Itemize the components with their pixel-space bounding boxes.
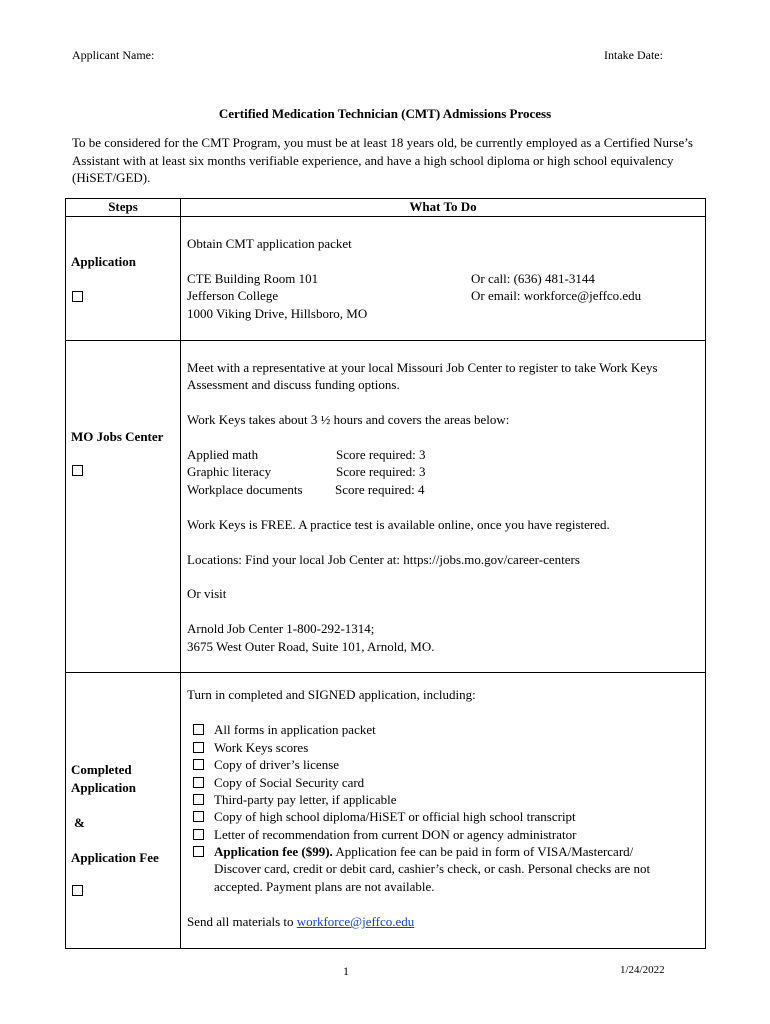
fee-bold-label: Application fee ($99). bbox=[214, 844, 333, 859]
call-number: Or call: (636) 481-3144 bbox=[471, 271, 595, 286]
checklist-item-label: Work Keys scores bbox=[214, 740, 309, 755]
area-name-2: Graphic literacy bbox=[187, 464, 272, 479]
intro-paragraph: To be considered for the CMT Program, you must be at least 18 years old, be currently employed as a Certified Nurse’s Assistant with at least six months verifiable experience, and have a high school diploma or high school equivalency (HiSET/GED). bbox=[72, 135, 693, 185]
checklist-item-label: Third-party pay letter, if applicable bbox=[214, 792, 397, 807]
intake-date-label: Intake Date: bbox=[604, 48, 663, 62]
checkbox-icon bbox=[193, 724, 204, 735]
checklist-item-label: Copy of driver’s license bbox=[214, 757, 340, 772]
footer-date: 1/24/2022 bbox=[620, 964, 665, 976]
area-name-1: Applied math bbox=[187, 447, 259, 462]
application-step-cell bbox=[66, 217, 181, 341]
completed-detail-cell bbox=[181, 673, 706, 949]
table-row-mo-jobs bbox=[66, 341, 706, 673]
arnold-job-center: Arnold Job Center 1-800-292-1314; bbox=[187, 621, 375, 636]
mo-jobs-detail-cell bbox=[181, 341, 706, 673]
fee-text-3: accepted. Payment plans are not available. bbox=[214, 879, 435, 894]
checkbox-icon bbox=[72, 291, 83, 302]
checkbox-icon bbox=[193, 846, 204, 857]
address-line-2: Jefferson College bbox=[187, 288, 279, 303]
checklist-item-label: Copy of high school diploma/HiSET or official high school transcript bbox=[214, 809, 576, 824]
steps-table bbox=[65, 198, 706, 949]
application-step-label: Application bbox=[71, 254, 137, 269]
mo-jobs-step-label: MO Jobs Center bbox=[71, 429, 164, 444]
address-line-1: CTE Building Room 101 bbox=[187, 271, 319, 286]
checklist-item[interactable] bbox=[193, 756, 339, 773]
checklist-item[interactable] bbox=[193, 791, 396, 808]
checklist-item[interactable] bbox=[193, 739, 308, 756]
area-name-3: Workplace documents bbox=[187, 482, 303, 497]
applicant-name-label: Applicant Name: bbox=[72, 48, 155, 62]
application-fee-label: Application Fee bbox=[71, 850, 159, 865]
document-title: Certified Medication Technician (CMT) Admissions Process bbox=[218, 106, 552, 121]
area-score-1: Score required: 3 bbox=[336, 447, 426, 462]
arnold-address: 3675 West Outer Road, Suite 101, Arnold, MO. bbox=[187, 639, 435, 654]
table-row-application bbox=[66, 217, 706, 341]
checklist-item[interactable] bbox=[193, 826, 576, 843]
application-checkbox[interactable] bbox=[72, 289, 83, 306]
completed-checkbox[interactable] bbox=[72, 883, 83, 900]
mo-jobs-paragraph-3: Work Keys is FREE. A practice test is available online, once you have registered. bbox=[187, 517, 610, 532]
send-email-link[interactable]: workforce@jeffco.edu bbox=[296, 914, 415, 929]
mo-jobs-step-cell bbox=[66, 341, 181, 673]
contact-email: Or email: workforce@jeffco.edu bbox=[471, 288, 642, 303]
checklist-item-fee[interactable] bbox=[193, 843, 633, 860]
what-to-do-column-header: What To Do bbox=[181, 199, 706, 217]
checkbox-icon bbox=[193, 759, 204, 770]
fee-text-1: Application fee can be paid in form of VISA/Mastercard/ bbox=[332, 844, 634, 859]
checkbox-icon bbox=[193, 742, 204, 753]
fee-text-2: Discover card, credit or debit card, cashier’s check, or cash. Personal checks are not bbox=[214, 861, 651, 876]
address-line-3: 1000 Viking Drive, Hillsboro, MO bbox=[187, 306, 368, 321]
area-score-3: Score required: 4 bbox=[335, 482, 425, 497]
application-intro: Obtain CMT application packet bbox=[187, 236, 352, 251]
completed-step-cell bbox=[66, 673, 181, 949]
table-header-row bbox=[66, 199, 706, 217]
mo-jobs-paragraph-1a: Meet with a representative at your local Missouri Job Center to register to take Work Keys bbox=[187, 360, 658, 375]
mo-jobs-locations: Locations: Find your local Job Center at: https://jobs.mo.gov/career-centers bbox=[187, 552, 580, 567]
completed-step-label-2: Application bbox=[71, 780, 137, 795]
checklist-item-label: Letter of recommendation from current DON or agency administrator bbox=[214, 827, 577, 842]
send-materials bbox=[187, 913, 414, 930]
checkbox-icon bbox=[72, 465, 83, 476]
mo-jobs-or-visit: Or visit bbox=[187, 586, 227, 601]
checkbox-icon bbox=[72, 885, 83, 896]
checklist-item[interactable] bbox=[193, 774, 364, 791]
checkbox-icon bbox=[193, 777, 204, 788]
application-detail-cell bbox=[181, 217, 706, 341]
mo-jobs-paragraph-2: Work Keys takes about 3 ½ hours and covers the areas below: bbox=[187, 412, 510, 427]
send-prefix: Send all materials to bbox=[187, 914, 297, 929]
steps-column-header: Steps bbox=[66, 199, 181, 217]
completed-intro: Turn in completed and SIGNED application, including: bbox=[187, 687, 476, 702]
mo-jobs-paragraph-1b: Assessment and discuss funding options. bbox=[187, 377, 400, 392]
table-row-completed-application bbox=[66, 673, 706, 949]
area-score-2: Score required: 3 bbox=[336, 464, 426, 479]
checkbox-icon bbox=[193, 829, 204, 840]
completed-step-label-1: Completed bbox=[71, 762, 132, 777]
checkbox-icon bbox=[193, 811, 204, 822]
completed-ampersand: & bbox=[74, 815, 85, 830]
checklist-item-label: All forms in application packet bbox=[214, 722, 376, 737]
checklist-item-label: Copy of Social Security card bbox=[214, 775, 365, 790]
checklist-item[interactable] bbox=[193, 808, 576, 825]
mo-jobs-checkbox[interactable] bbox=[72, 463, 83, 480]
checkbox-icon bbox=[193, 794, 204, 805]
page-number: 1 bbox=[343, 964, 349, 978]
checklist-item[interactable] bbox=[193, 721, 376, 738]
